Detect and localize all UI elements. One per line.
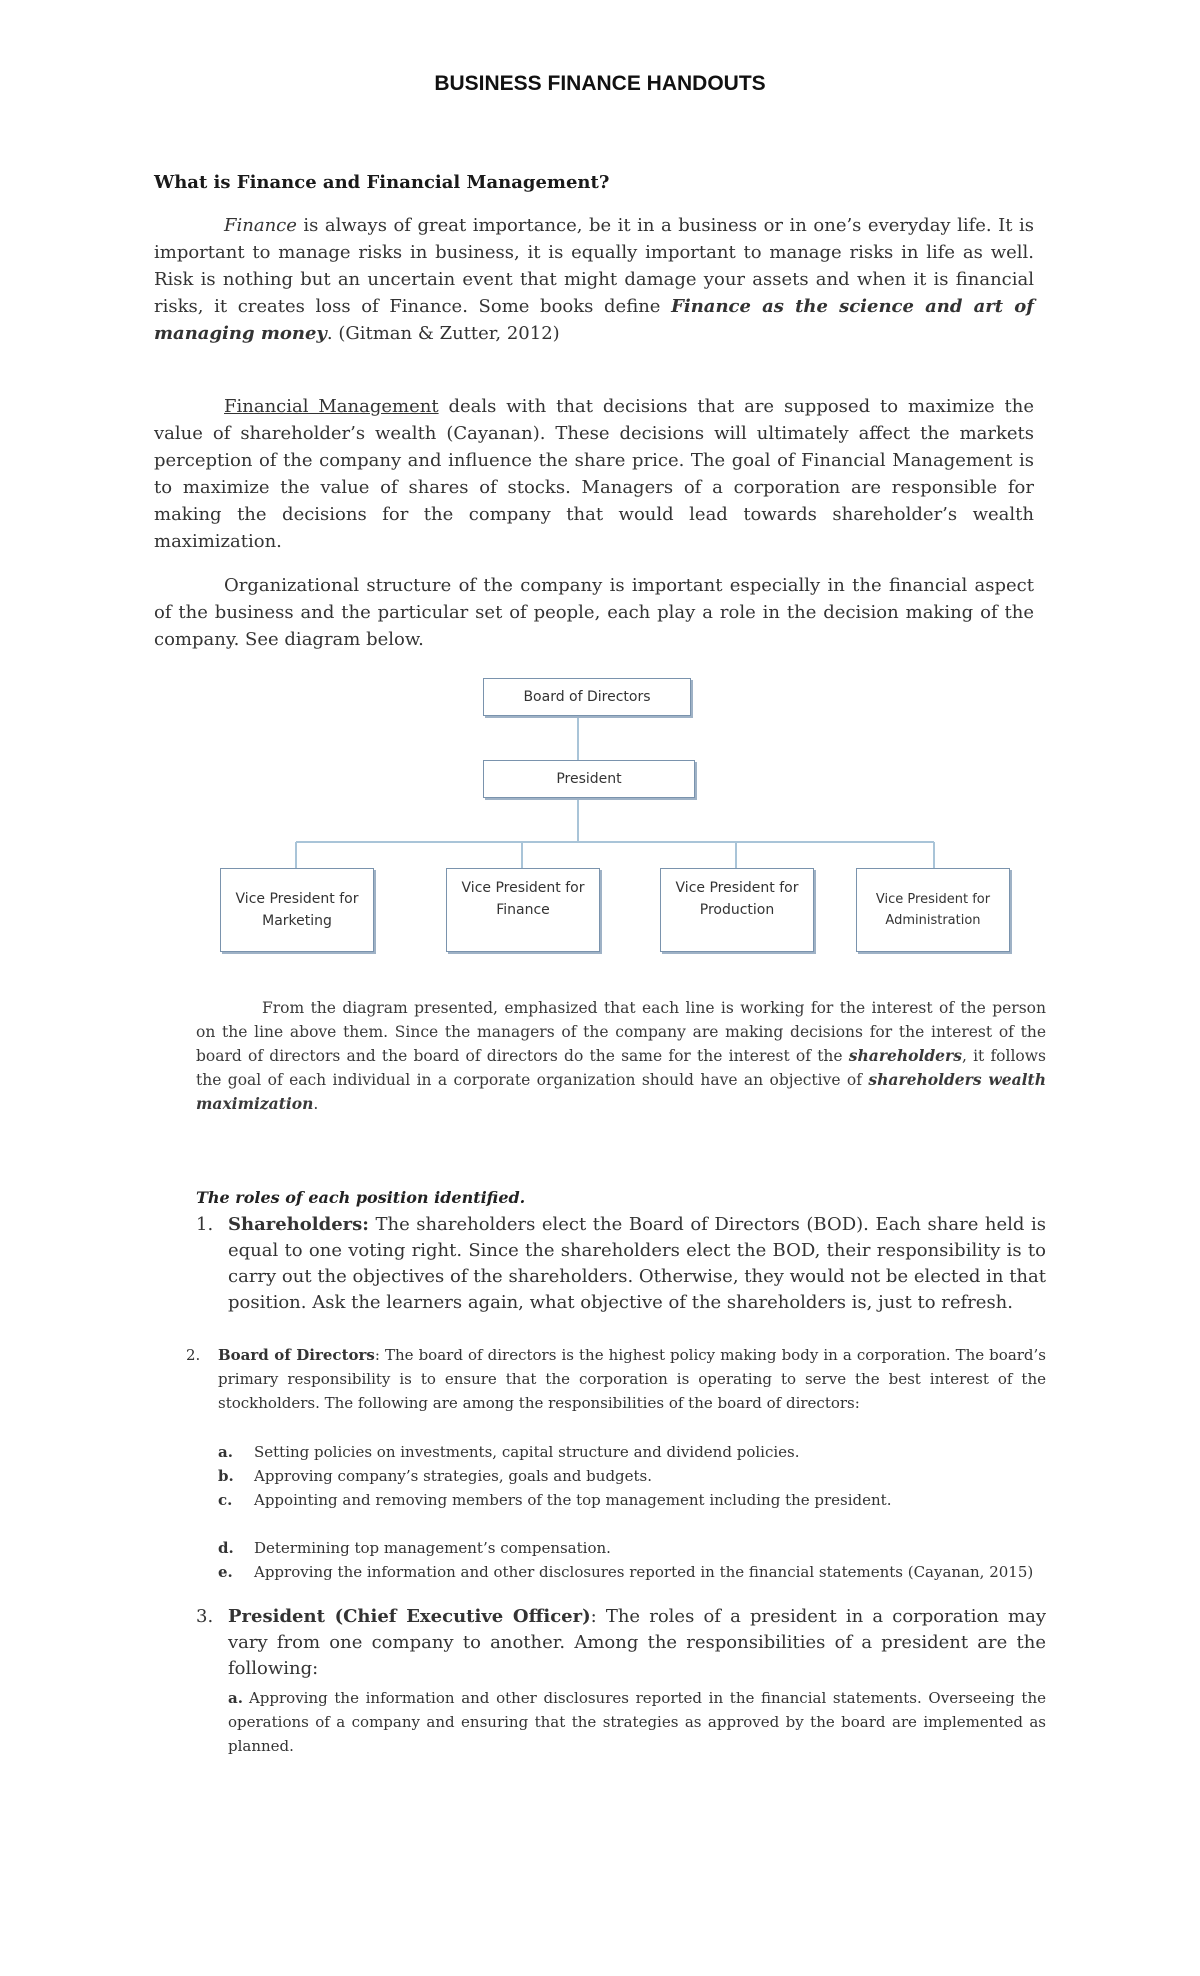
org-label-vp-production: Vice President for Production — [675, 880, 799, 918]
section-heading: What is Finance and Financial Management? — [154, 172, 610, 193]
paragraph-finance — [154, 212, 1034, 347]
financial-management-term: Financial Management — [224, 396, 439, 417]
org-box-vp-production — [660, 868, 814, 952]
role-item-president — [196, 1604, 1046, 1682]
financial-management-text: deals with that decisions that are supposed to maximize the value of shareholder’s wealth (Cayanan). These decisions will ultimately affect the markets perception of the company and influence the share price. The goal of Financial Management is to maximize the value of shares of stocks. Managers of a corporation are responsible for making the decisions for the company that would lead towards shareholder’s wealth maximization. — [154, 396, 1034, 552]
org-label-board: Board of Directors — [523, 689, 651, 705]
board-responsibility-item — [218, 1488, 1046, 1512]
list-text: Appointing and removing members of the top management including the president. — [254, 1491, 892, 1509]
page-title: BUSINESS FINANCE HANDOUTS — [434, 72, 766, 95]
org-chart — [0, 668, 1200, 968]
list-text: Approving the information and other disclosures reported in the financial statements (Cayanan, 2015) — [254, 1563, 1034, 1581]
diagram-text-2: , it follows the goal of each individual in a corporate organization should have an objective of — [196, 1047, 1046, 1089]
org-box-vp-admin — [856, 868, 1010, 952]
list-letter: a. — [228, 1689, 243, 1707]
org-label-vp-admin: Vice President for Administration — [875, 892, 991, 928]
board-responsibility-item — [218, 1536, 1046, 1560]
list-letter: b. — [218, 1467, 234, 1485]
list-letter: d. — [218, 1539, 234, 1557]
org-label-vp-marketing: Vice President for Marketing — [235, 891, 359, 929]
role-text: : The roles of a president in a corporation may vary from one company to another. Among the responsibilities of a president are the following: — [228, 1606, 1046, 1679]
diagram-text-3: . — [313, 1095, 319, 1113]
president-responsibility-item — [228, 1686, 1046, 1758]
role-text: The shareholders elect the Board of Directors (BOD). Each share held is equal to one voting right. Since the shareholders elect the BOD, their responsibility is to carry out the objectives of the shareholders. Otherwise, they would not be elected in that position. Ask the learners again, what objective of the shareholders is, just to refresh. — [228, 1214, 1046, 1313]
org-box-vp-finance — [446, 868, 600, 952]
shareholders-emphasis: shareholders — [848, 1046, 962, 1065]
list-number: 1. — [196, 1214, 214, 1235]
list-text: Approving the information and other disclosures reported in the financial statements. Overseeing the operations of a company and ensuring that the strategies as approved by the board are implemented as planned. — [228, 1689, 1046, 1755]
paragraph-diagram-explanation — [196, 996, 1046, 1116]
org-structure-text: Organizational structure of the company is important especially in the financial aspect of the business and the particular set of people, each play a role in the decision making of the company. See diagram below. — [154, 575, 1034, 650]
role-title: Shareholders: — [228, 1214, 369, 1235]
paragraph-org-structure — [154, 572, 1034, 653]
org-box-president — [483, 760, 695, 798]
role-title: President (Chief Executive Officer) — [228, 1606, 591, 1627]
finance-text-1: is always of great importance, be it in a business or in one’s everyday life. It is important to manage risks in business, it is equally important to manage risks in life as well. Risk is nothing but an uncertain event that might damage your assets and when it is financial risks, it creates loss of Finance. Some books define — [154, 215, 1034, 317]
role-item-shareholders — [196, 1212, 1046, 1316]
role-text: : The board of directors is the highest policy making body in a corporation. The board’s primary responsibility is to ensure that the corporation is operating to serve the best interest of the stockholders. The following are among the responsibilities of the board of directors: — [218, 1346, 1046, 1412]
list-text: Setting policies on investments, capital structure and dividend policies. — [254, 1443, 800, 1461]
org-label-president: President — [556, 771, 622, 787]
list-text: Determining top management’s compensation. — [254, 1539, 611, 1557]
finance-definition: Finance as the science and art of managing money — [154, 296, 1035, 344]
list-letter: e. — [218, 1563, 233, 1581]
list-number: 2. — [186, 1346, 201, 1364]
paragraph-financial-management — [154, 393, 1034, 555]
board-responsibility-item — [218, 1560, 1046, 1584]
list-letter: a. — [218, 1443, 233, 1461]
roles-heading: The roles of each position identified. — [196, 1188, 526, 1207]
org-label-vp-finance: Vice President for Finance — [461, 880, 585, 918]
list-number: 3. — [196, 1606, 214, 1627]
org-box-vp-marketing — [220, 868, 374, 952]
role-item-board — [186, 1343, 1046, 1415]
list-letter: c. — [218, 1491, 233, 1509]
finance-text-2: . (Gitman & Zutter, 2012) — [326, 323, 560, 344]
finance-term: Finance — [224, 215, 297, 236]
role-title: Board of Directors — [218, 1346, 375, 1364]
list-text: Approving company’s strategies, goals and budgets. — [254, 1467, 653, 1485]
board-responsibility-item — [218, 1440, 1046, 1464]
diagram-text-1: From the diagram presented, emphasized that each line is working for the interest of the person on the line above them. Since the managers of the company are making decisions for the interest of the board of directors and the board of directors do the same for the interest of the — [196, 999, 1046, 1065]
board-responsibility-item — [218, 1464, 1046, 1488]
wealth-maximization-emphasis: shareholders wealth maximization — [196, 1070, 1046, 1113]
org-box-board — [483, 678, 691, 716]
